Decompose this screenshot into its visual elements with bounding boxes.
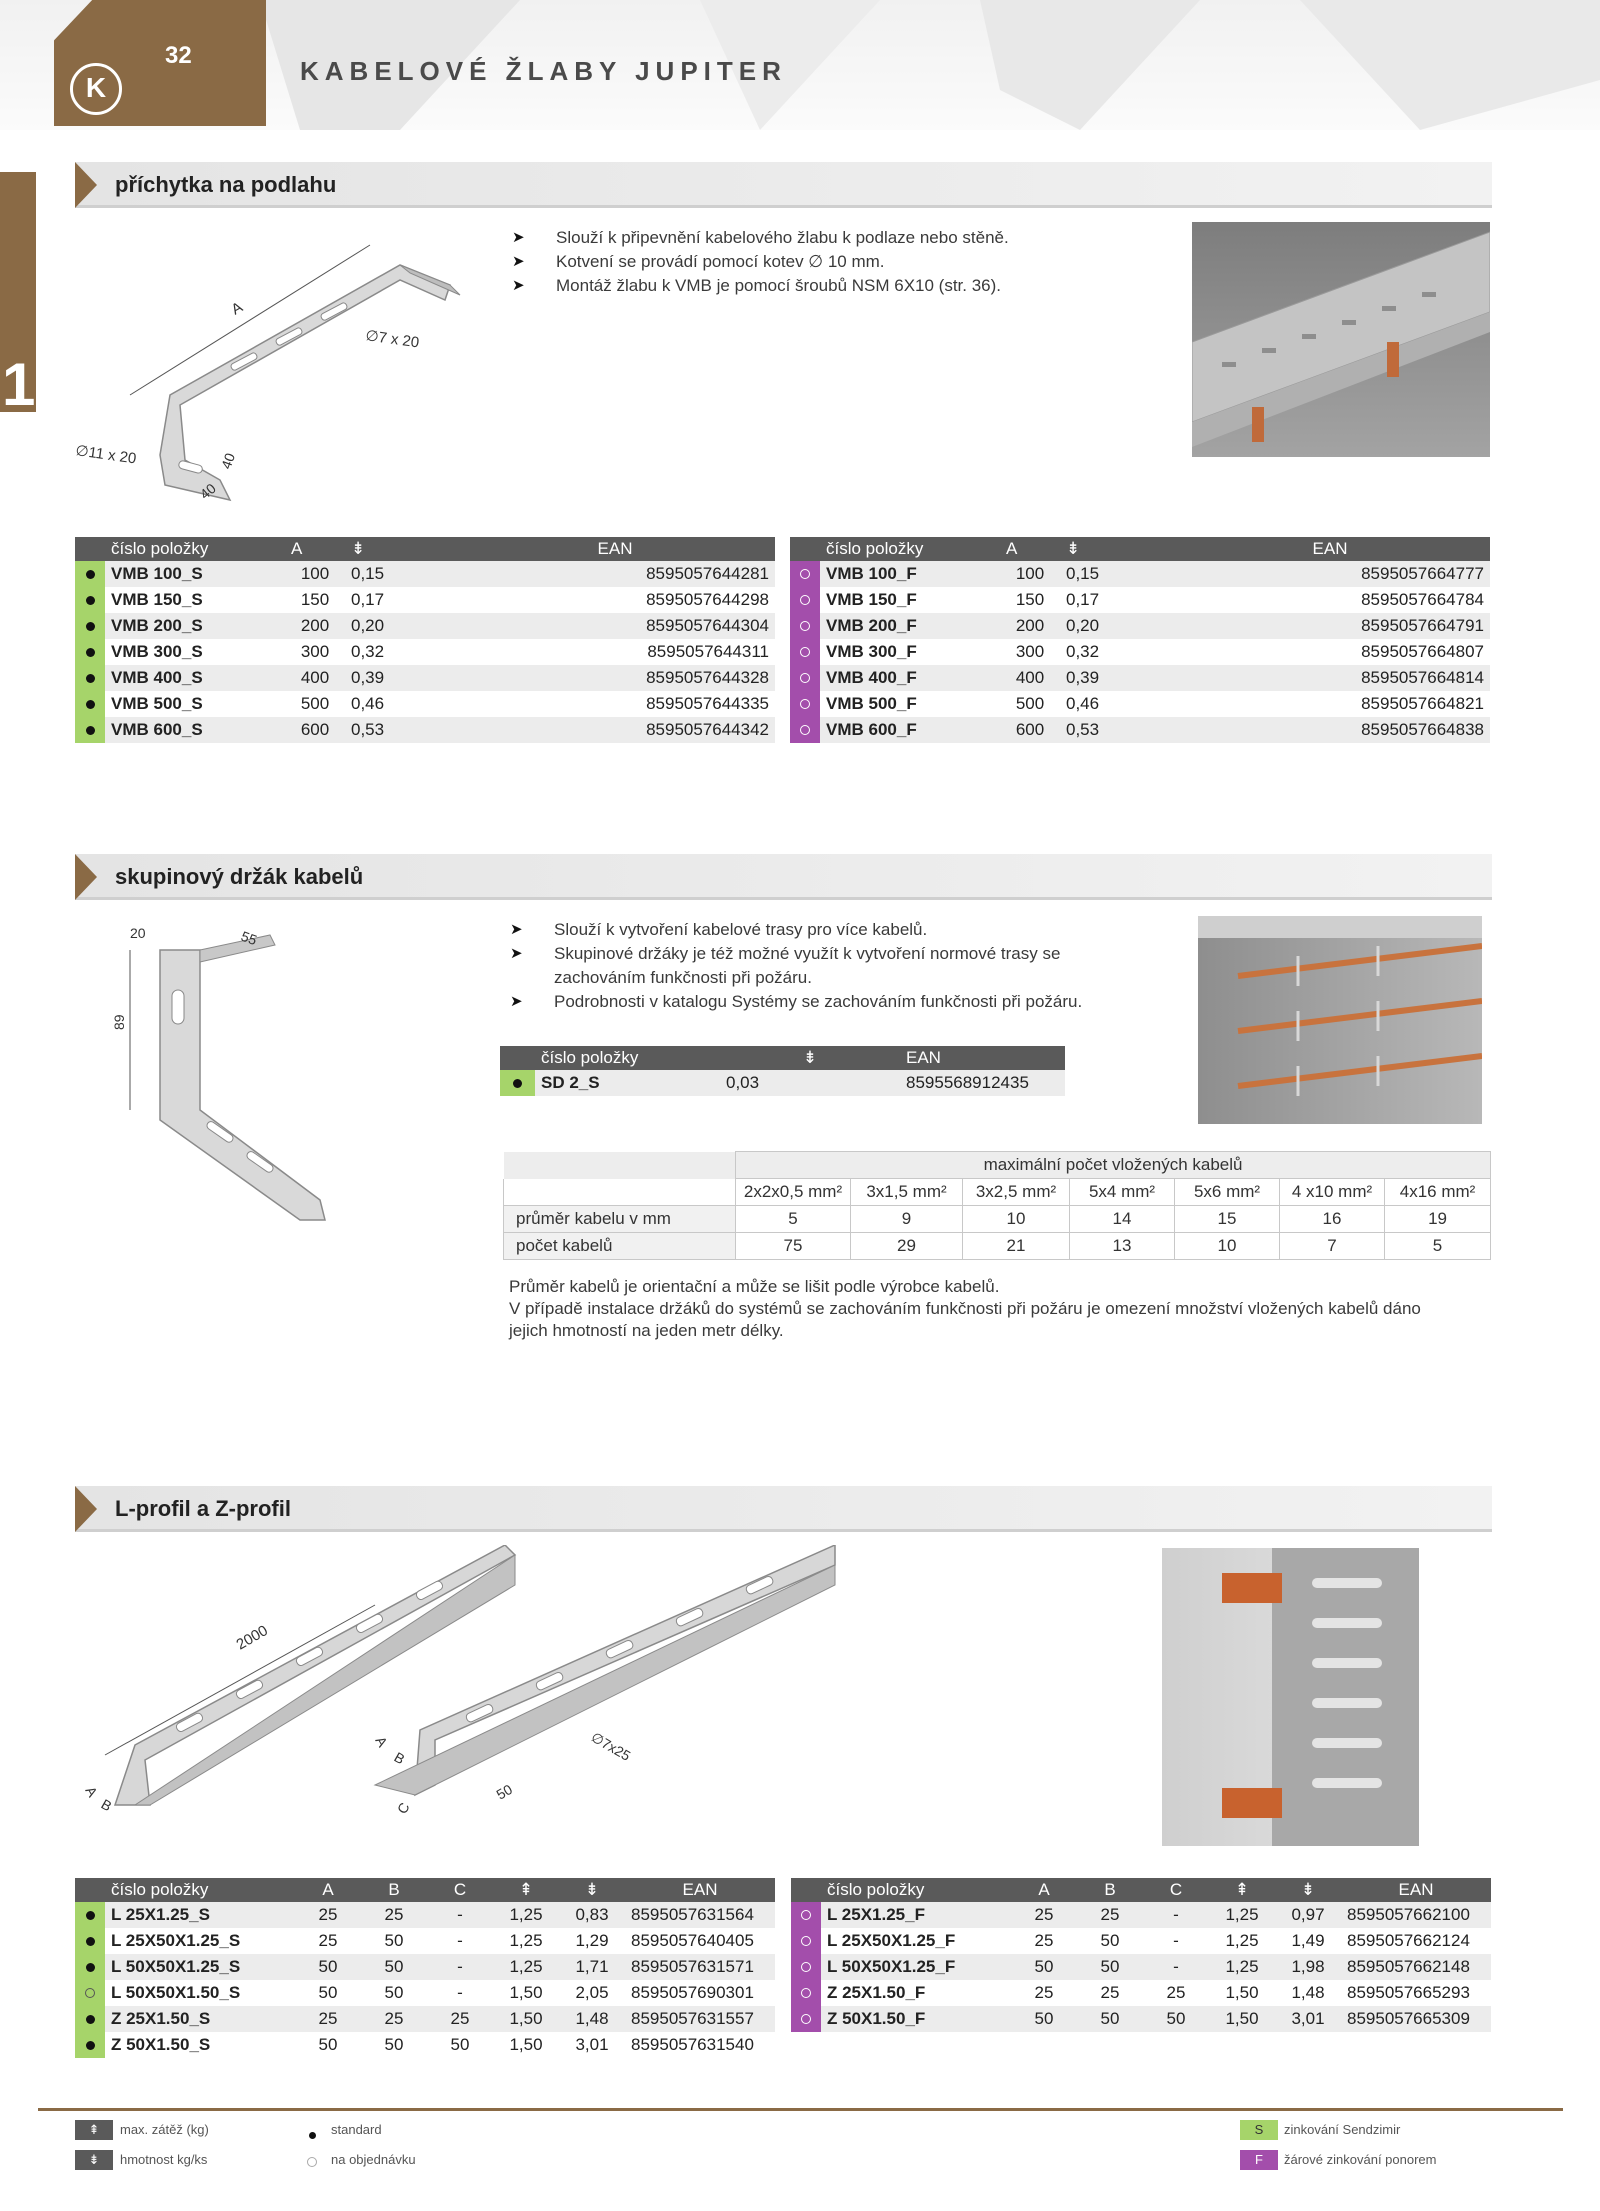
clock-icon [801,2014,811,2024]
standard-dot-icon [86,726,95,735]
clock-icon [307,2154,317,2172]
legend-standard: standard [331,2122,382,2137]
dim-height-label: 40 [217,450,239,472]
section-header-group-holder [75,854,1492,900]
table-row: VMB 600_F 600 0,53 8595057664838 [790,717,1490,743]
table-row: VMB 600_S 600 0,53 8595057644342 [75,717,775,743]
section-title: skupinový držák kabelů [115,864,364,889]
dim-depth-label: 55 [238,927,260,949]
standard-dot-icon [86,1963,95,1972]
dim-b-label: B [98,1795,115,1815]
table-row: Z 25X1.50_S 25 25 25 1,50 1,48 8595057631557 [75,2006,775,2032]
cable-tray-illustration [1192,222,1490,457]
table-row: VMB 150_S 150 0,17 8595057644298 [75,587,775,613]
clock-icon [800,569,810,579]
col-header: 4x16 mm² [1385,1179,1491,1206]
profiles-table-hotdip [791,1878,1491,2032]
profiles-photo [1162,1548,1419,1846]
col-header: A [1011,1878,1077,1902]
bullet-item: ➤ Podrobnosti v katalogu Systémy se zachováním funkčnosti při požáru. [510,990,1150,1014]
cable-note: Průměr kabelů je orientační a může se lišit podle výrobce kabelů. V případě instalace držáků do systémů se zachováním funkčnosti při požáru je omezení množství vložených kabelů dáno jejich hmotností na jeden metr délky. [509,1277,1421,1340]
table-row: L 50X50X1.50_S 50 50 - 1,50 2,05 8595057690301 [75,1980,775,2006]
section-title: L-profil a Z-profil [115,1496,291,1521]
dim-a-label: A [372,1733,391,1750]
col-header: ⇟ [345,537,455,561]
clock-icon [800,621,810,631]
col-header: B [361,1878,427,1902]
col-header: C [1143,1878,1209,1902]
group-holder-photo [1198,916,1482,1124]
bullet-item: ➤ Slouží k připevnění kabelového žlabu k podlaze nebo stěně. [512,226,1112,250]
table-row: SD 2_S 0,03 8595568912435 [500,1070,1065,1096]
standard-dot-icon [86,2041,95,2050]
cable-table-title: maximální počet vložených kabelů [736,1152,1491,1179]
table-row: Z 50X1.50_F 50 50 50 1,50 3,01 8595057665309 [791,2006,1491,2032]
profiles-table-sendzimir [75,1878,775,2058]
table-row: VMB 150_F 150 0,17 8595057664784 [790,587,1490,613]
legend-hot-dip: žárové zinkování ponorem [1284,2152,1437,2167]
cable-count-table [503,1151,1491,1260]
chapter-number: 1 [2,351,36,418]
page-number: 32 [165,42,192,69]
col-header: EAN [900,1046,1065,1070]
table-row: počet kabelů 75 29 21 13 10 7 5 [504,1233,1491,1260]
col-header: ⇟ [720,1046,900,1070]
col-header: číslo položky [535,1046,720,1070]
standard-dot-icon [86,2015,95,2024]
standard-dot-icon [86,674,95,683]
legend-max-load: max. zátěž (kg) [120,2122,209,2137]
clock-icon [801,1910,811,1920]
clock-icon [801,1936,811,1946]
table-row: VMB 300_F 300 0,32 8595057664807 [790,639,1490,665]
standard-dot-icon [309,2126,316,2144]
table-row: VMB 500_S 500 0,46 8595057644335 [75,691,775,717]
table-row: L 25X50X1.25_F 25 50 - 1,25 1,49 8595057662124 [791,1928,1491,1954]
dim-width-label: 50 [493,1780,515,1803]
page-title: KABELOVÉ ŽLABY JUPITER [300,56,787,86]
table-row: Z 50X1.50_S 50 50 50 1,50 3,01 8595057631540 [75,2032,775,2058]
col-header: ⇞ [1209,1878,1275,1902]
clock-icon [800,673,810,683]
standard-dot-icon [86,1937,95,1946]
table-row: VMB 500_F 500 0,46 8595057664821 [790,691,1490,717]
col-header: 3x1,5 mm² [851,1179,963,1206]
col-header: číslo položky [105,1878,295,1902]
table-row: L 25X1.25_S 25 25 - 1,25 0,83 8595057631564 [75,1902,775,1928]
clock-icon [800,699,810,709]
col-header: A [1000,537,1060,561]
col-header: B [1077,1878,1143,1902]
bullet-item: ➤ Montáž žlabu k VMB je pomocí šroubů NSM 6X10 (str. 36). [512,274,1112,298]
clock-icon [800,595,810,605]
hot-dip-swatch: F [1240,2150,1278,2170]
dim-length-label: 2000 [233,1622,271,1654]
standard-dot-icon [86,648,95,657]
group-holder-drawing [100,920,360,1230]
brand-logo: K [70,63,122,115]
weight-icon: ⇟ [75,2150,113,2170]
group-holder-bullets [510,918,1150,1014]
clock-icon [801,1988,811,1998]
col-header: 2x2x0,5 mm² [736,1179,851,1206]
footer-divider [38,2108,1563,2111]
col-header: 3x2,5 mm² [963,1179,1070,1206]
sendzimir-swatch: S [1240,2120,1278,2140]
col-header: ⇞ [493,1878,559,1902]
standard-dot-icon [86,596,95,605]
col-header: číslo položky [821,1878,1011,1902]
dim-hole-label: ∅7x25 [588,1728,634,1764]
section-header-profiles [75,1486,1492,1532]
dim-width-label: 20 [130,925,146,941]
col-header: A [285,537,345,561]
col-header: 5x6 mm² [1175,1179,1280,1206]
col-header: EAN [455,537,775,561]
profile-mounting-illustration [1162,1548,1419,1846]
clock-icon [85,1988,95,1998]
col-header: ⇟ [559,1878,625,1902]
legend-weight: hmotnost kg/ks [120,2152,208,2167]
col-header: ⇟ [1060,537,1170,561]
section-title: příchytka na podlahu [115,172,337,197]
table-row: L 50X50X1.25_S 50 50 - 1,25 1,71 8595057631571 [75,1954,775,1980]
table-row: L 25X50X1.25_S 25 50 - 1,25 1,29 8595057640405 [75,1928,775,1954]
table-row: VMB 100_F 100 0,15 8595057664777 [790,561,1490,587]
bullet-item: ➤ Slouží k vytvoření kabelové trasy pro více kabelů. [510,918,1150,942]
floor-bracket-table-sendzimir [75,537,775,743]
standard-dot-icon [86,700,95,709]
table-row: L 25X1.25_F 25 25 - 1,25 0,97 8595057662100 [791,1902,1491,1928]
col-header: 5x4 mm² [1070,1179,1175,1206]
floor-bracket-drawing [70,225,470,515]
clock-icon [800,647,810,657]
dim-height-label: 89 [111,1014,127,1030]
col-header: C [427,1878,493,1902]
floor-bracket-table-hotdip [790,537,1490,743]
cable-holder-illustration [1198,916,1482,1124]
table-row: VMB 400_S 400 0,39 8595057644328 [75,665,775,691]
dim-hole-large-label: ∅11 x 20 [74,442,138,468]
clock-icon [801,1962,811,1972]
dim-a-label: A [228,298,246,319]
col-header: EAN [1170,537,1490,561]
floor-bracket-photo [1192,222,1490,457]
col-header: ⇟ [1275,1878,1341,1902]
table-row: VMB 200_S 200 0,20 8595057644304 [75,613,775,639]
legend-sendzimir: zinkování Sendzimir [1284,2122,1401,2137]
clock-icon [800,725,810,735]
standard-dot-icon [513,1079,522,1088]
bullet-item: ➤ Kotvení se provádí pomocí kotev ∅ 10 mm. [512,250,1112,274]
table-row: Z 25X1.50_F 25 25 25 1,50 1,48 8595057665293 [791,1980,1491,2006]
col-header: EAN [625,1878,775,1902]
table-row: VMB 300_S 300 0,32 8595057644311 [75,639,775,665]
legend-on-order: na objednávku [331,2152,416,2167]
standard-dot-icon [86,570,95,579]
dim-c-label: C [393,1799,413,1817]
floor-bracket-bullets [512,226,1112,298]
section-header-floor-bracket [75,162,1492,208]
bullet-item: ➤ Skupinové držáky je též možné využít k vytvoření normové trasy se zachováním funkčnosti při požáru. [510,942,1150,990]
table-row: průměr kabelu v mm 5 9 10 14 15 16 19 [504,1206,1491,1233]
col-header: číslo položky [105,537,285,561]
col-header: A [295,1878,361,1902]
profiles-drawing [75,1545,845,1845]
max-load-icon: ⇞ [75,2120,113,2140]
table-row: VMB 400_F 400 0,39 8595057664814 [790,665,1490,691]
table-row: VMB 100_S 100 0,15 8595057644281 [75,561,775,587]
dim-b-label: B [391,1748,408,1768]
col-header: EAN [1341,1878,1491,1902]
dim-width-label: 40 [196,480,219,503]
standard-dot-icon [86,622,95,631]
dim-a-label: A [82,1783,101,1800]
col-header: číslo položky [820,537,1000,561]
col-header: 4 x10 mm² [1280,1179,1385,1206]
dim-hole-small-label: ∅7 x 20 [364,327,421,352]
group-holder-table [500,1046,1065,1096]
standard-dot-icon [86,1911,95,1920]
table-row: L 50X50X1.25_F 50 50 - 1,25 1,98 8595057662148 [791,1954,1491,1980]
table-row: VMB 200_F 200 0,20 8595057664791 [790,613,1490,639]
